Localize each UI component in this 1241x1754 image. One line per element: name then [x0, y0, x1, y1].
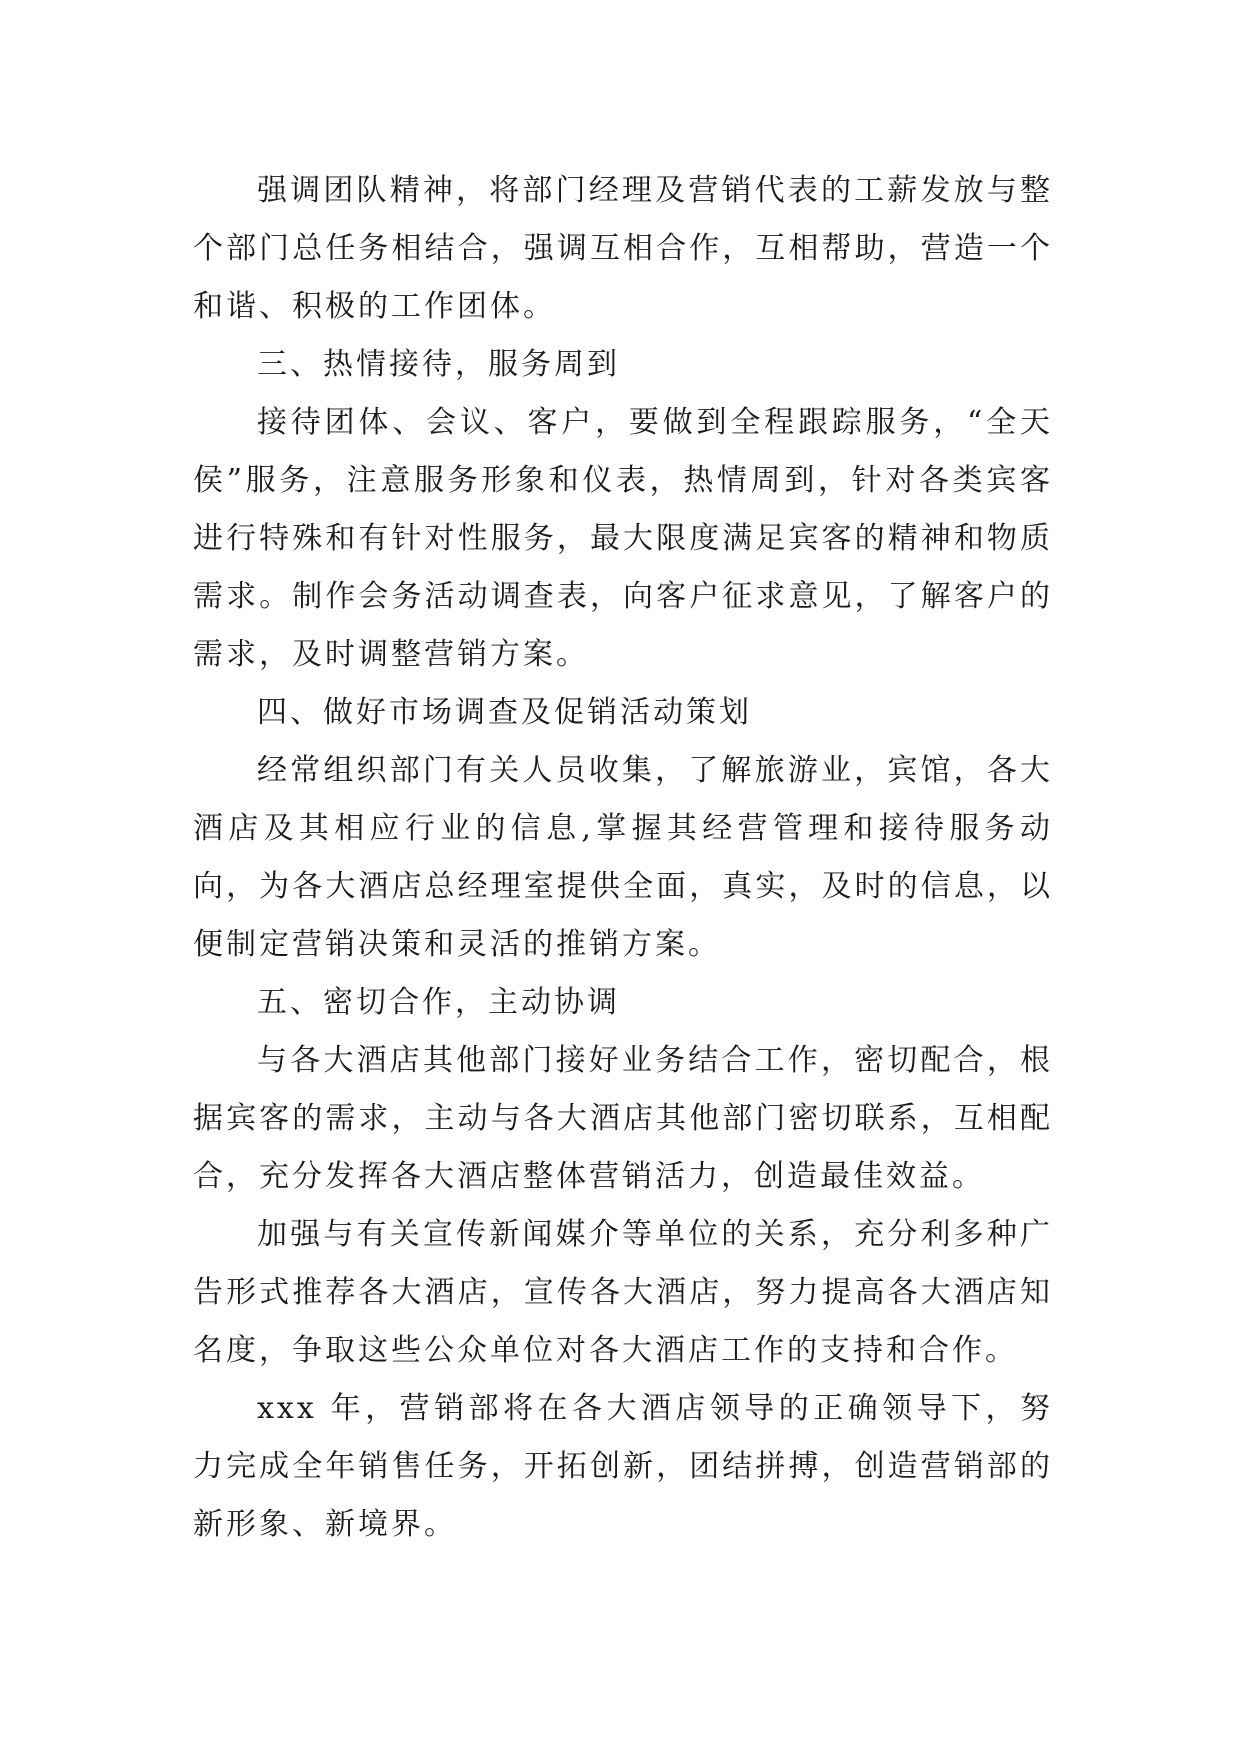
- document-body: [193, 162, 1053, 1554]
- paragraph-conclusion: xxx 年，营销部将在各大酒店领导的正确领导下，努力完成全年销售任务，开拓创新，团结拼搏，创造营销部的新形象、新境界。: [193, 1391, 1053, 1542]
- paragraph-team-spirit: 强调团队精神，将部门经理及营销代表的工薪发放与整个部门总任务相结合，强调互相合作，互相帮助，营造一个和谐、积极的工作团体。: [193, 173, 1053, 324]
- paragraph-cooperation: 与各大酒店其他部门接好业务结合工作，密切配合，根据宾客的需求，主动与各大酒店其他部门密切联系，互相配合，充分发挥各大酒店整体营销活力，创造最佳效益。: [193, 1043, 1053, 1194]
- section-heading-4: 四、做好市场调查及促销活动策划: [257, 695, 752, 730]
- paragraph-market-research: 经常组织部门有关人员收集，了解旅游业，宾馆，各大酒店及其相应行业的信息,掌握其经营管理和接待服务动向，为各大酒店总经理室提供全面，真实，及时的信息，以便制定营销决策和灵活的推销方案。: [193, 753, 1053, 962]
- section-heading-3: 三、热情接待，服务周到: [257, 347, 620, 382]
- paragraph-media-relations: 加强与有关宣传新闻媒介等单位的关系，充分利多种广告形式推荐各大酒店，宣传各大酒店，努力提高各大酒店知名度，争取这些公众单位对各大酒店工作的支持和合作。: [193, 1217, 1053, 1368]
- section-heading-5: 五、密切合作，主动协调: [257, 985, 620, 1020]
- paragraph-reception: 接待团体、会议、客户，要做到全程跟踪服务，“全天侯”服务，注意服务形象和仪表，热情周到，针对各类宾客进行特殊和有针对性服务，最大限度满足宾客的精神和物质需求。制作会务活动调查表，向客户征求意见，了解客户的需求，及时调整营销方案。: [193, 405, 1053, 672]
